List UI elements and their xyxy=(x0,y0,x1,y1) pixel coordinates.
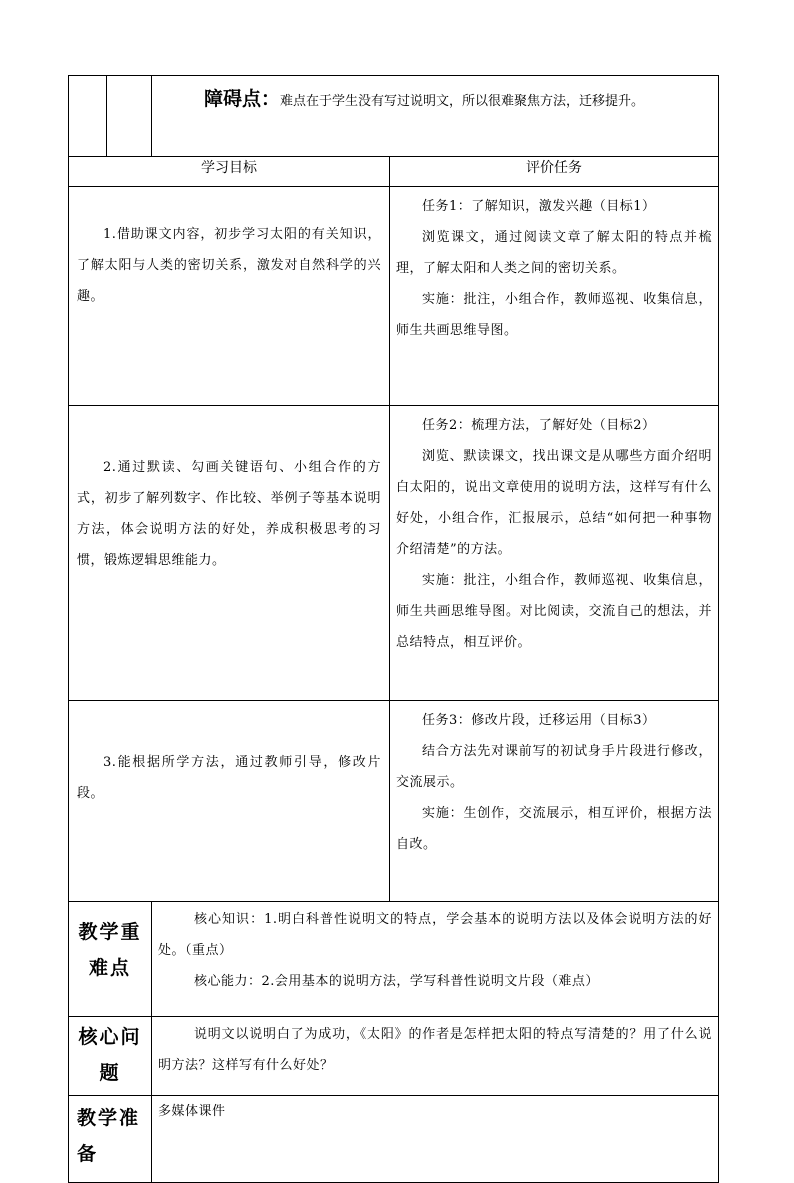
task-cell-2 xyxy=(390,406,719,701)
key-difficult-label-line2: 难点 xyxy=(88,957,131,979)
goal-cell-2 xyxy=(69,406,390,701)
task-title-3: 任务3：修改片段，迁移运用（目标3） xyxy=(422,713,656,728)
core-question-text: 说明文以说明白了为成功，《太阳》的作者是怎样把太阳的特点写清楚的？用了什么说明方法？这样写有什么好处？ xyxy=(158,1027,712,1073)
preparation-label xyxy=(69,1096,152,1183)
core-question-label xyxy=(69,1017,152,1096)
header-tasks: 评价任务 xyxy=(390,157,719,187)
preparation-label-line1: 教学准 xyxy=(77,1107,141,1129)
obstacle-title: 障碍点： xyxy=(204,88,281,110)
obstacle-cell xyxy=(152,76,719,157)
goal-row-3 xyxy=(69,701,719,902)
preparation-label-line2: 备 xyxy=(77,1143,99,1165)
task-cell-1 xyxy=(390,187,719,406)
obstacle-text: 难点在于学生没有写过说明文，所以很难聚焦方法，迁移提升。 xyxy=(280,94,645,109)
task-body-3: 结合方法先对课前写的初试身手片段进行修改，交流展示。 xyxy=(396,744,712,790)
core-question-label-line2: 题 xyxy=(99,1062,121,1084)
core-question-label-line1: 核心问 xyxy=(78,1026,142,1048)
task-title-1: 任务1：了解知识，激发兴趣（目标1） xyxy=(422,199,656,214)
preparation-row xyxy=(69,1096,719,1183)
goal-text-1: 1.借助课文内容，初步学习太阳的有关知识，了解太阳与人类的密切关系，激发对自然科学的兴趣。 xyxy=(77,227,381,304)
blank-cell-2 xyxy=(107,76,152,157)
task-impl-3: 实施：生创作，交流展示，相互评价，根据方法自改。 xyxy=(396,806,712,852)
obstacle-row xyxy=(69,76,719,157)
blank-cell-1 xyxy=(69,76,107,157)
core-ability-text: 核心能力：2.会用基本的说明方法，学写科普性说明文片段（难点） xyxy=(194,974,599,989)
preparation-text: 多媒体课件 xyxy=(158,1104,226,1119)
goal-cell-3 xyxy=(69,701,390,902)
task-impl-2: 实施：批注，小组合作，教师巡视、收集信息，师生共画思维导图。对比阅读，交流自己的想法，并总结特点，相互评价。 xyxy=(396,573,712,650)
task-body-1: 浏览课文，通过阅读文章了解太阳的特点并梳理，了解太阳和人类之间的密切关系。 xyxy=(396,230,712,276)
header-row xyxy=(69,157,719,187)
goal-row-2 xyxy=(69,406,719,701)
goal-cell-1 xyxy=(69,187,390,406)
key-difficult-label-line1: 教学重 xyxy=(78,921,142,943)
preparation-content xyxy=(152,1096,719,1183)
header-goals: 学习目标 xyxy=(69,157,390,187)
key-difficult-content xyxy=(152,902,719,1017)
lesson-plan-table xyxy=(68,75,719,1183)
task-impl-1: 实施：批注，小组合作，教师巡视、收集信息，师生共画思维导图。 xyxy=(396,292,712,338)
core-question-row xyxy=(69,1017,719,1096)
task-title-2: 任务2：梳理方法，了解好处（目标2） xyxy=(422,418,656,433)
key-difficult-row xyxy=(69,902,719,1017)
task-cell-3 xyxy=(390,701,719,902)
goal-text-3: 3.能根据所学方法，通过教师引导，修改片段。 xyxy=(77,755,381,801)
goal-row-1 xyxy=(69,187,719,406)
core-knowledge-text: 核心知识：1.明白科普性说明文的特点，学会基本的说明方法以及体会说明方法的好处。（重点） xyxy=(158,912,712,958)
core-question-content xyxy=(152,1017,719,1096)
goal-text-2: 2.通过默读、勾画关键语句、小组合作的方式，初步了解列数字、作比较、举例子等基本说明方法，体会说明方法的好处，养成积极思考的习惯，锻炼逻辑思维能力。 xyxy=(77,460,381,568)
key-difficult-label xyxy=(69,902,152,1017)
task-body-2: 浏览、默读课文，找出课文是从哪些方面介绍明白太阳的，说出文章使用的说明方法，这样写有什么好处，小组合作，汇报展示，总结“如何把一种事物介绍清楚”的方法。 xyxy=(396,449,712,557)
